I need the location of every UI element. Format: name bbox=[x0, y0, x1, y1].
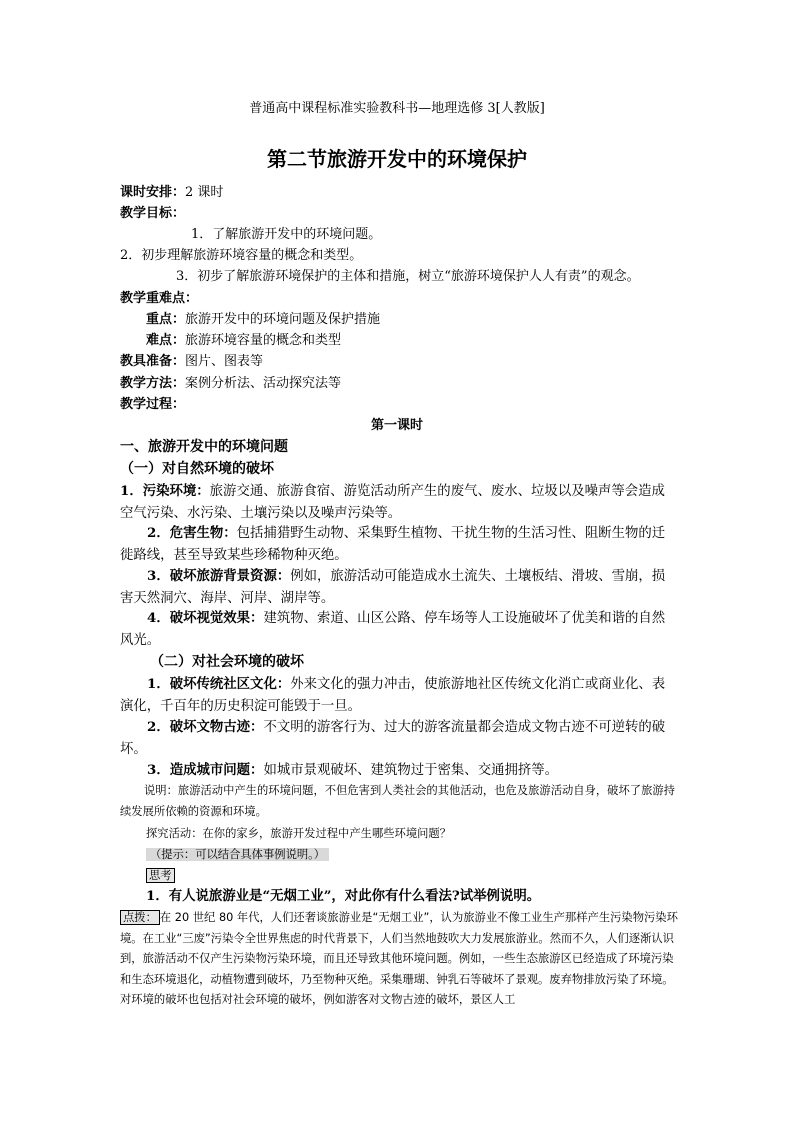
subsection-heading-1: （一）对自然环境的破坏 bbox=[120, 461, 274, 477]
methods-label: 教学方法： bbox=[120, 376, 186, 391]
key-label: 重点： bbox=[146, 312, 186, 327]
methods-value: 案例分析法、活动探究法等 bbox=[185, 376, 342, 391]
social-item-3 bbox=[120, 759, 678, 782]
difficult-label: 难点： bbox=[146, 333, 186, 348]
subsection-heading-2: （二）对社会环境的破坏 bbox=[150, 654, 304, 670]
goals-label: 教学目标： bbox=[120, 206, 186, 221]
tools-line bbox=[120, 352, 263, 372]
key-line bbox=[146, 310, 380, 330]
social-item-1-label: 1．破坏传统社区文化： bbox=[147, 676, 291, 692]
goal-1: 1．了解旅游开发中的环境问题。 bbox=[191, 227, 382, 242]
nature-item-4-text: 建筑物、索道、山区公路、停车场等人工设施破坏了优美和谐的自然风光。 bbox=[120, 611, 666, 648]
social-item-3-label: 3．造成城市问题： bbox=[147, 762, 264, 778]
nature-item-2 bbox=[120, 522, 678, 567]
social-item-2-label: 2．破坏文物古迹： bbox=[147, 719, 264, 735]
tip-text: 在 20 世纪 80 年代，人们还奢谈旅游业是“无烟工业”，认为旅游业不像工业生产那样产生污染物污染环境。在工业“三废”污染令全世界焦虑的时代背景下，人们当然地鼓吹大力发展旅游业。然而不久，人们逐渐认识到，旅游活动不仅产生污染物污染环境，而且还导致其他环境问题。例如，一些生态旅游区已经造成了环境污染和生态环境退化，动植物遭到破坏，乃至物种灭绝。采集珊瑚、钟乳石等破坏了景观。废弃物排放污染了环境。对环境的破坏也包括对社会环境的破坏，例如游客对文物古迹的破坏，景区人工 bbox=[120, 911, 678, 1006]
explore-activity: 探究活动：在你的家乡，旅游开发过程中产生哪些环境问题？ bbox=[146, 827, 452, 840]
nature-item-1-text: 旅游交通、旅游食宿、游览活动所产生的废气、废水、垃圾以及噪声等会造成空气污染、水污染、土壤污染以及噪声污染等。 bbox=[120, 484, 665, 521]
social-item-2-text: 不文明的游客行为、过大的游客流量都会造成文物古迹不可逆转的破坏。 bbox=[120, 720, 666, 757]
hint-highlight: （提示：可以结合具体事例说明。） bbox=[146, 848, 329, 861]
difficult-line bbox=[146, 331, 341, 351]
nature-item-4 bbox=[120, 607, 678, 652]
goal-2: 2．初步理解旅游环境容量的概念和类型。 bbox=[120, 248, 363, 263]
nature-item-2-text: 包括捕猎野生动物、采集野生植物、干扰生物的生活习性、阻断生物的迁徙路线，甚至导致某些珍稀物种灭绝。 bbox=[120, 526, 666, 563]
think-box bbox=[146, 866, 175, 887]
nature-item-3-text: 例如，旅游活动可能造成水土流失、土壤板结、滑坡、雪崩，损害天然洞穴、海岸、河岸、湖岸等。 bbox=[120, 569, 666, 606]
nature-item-1-label: 1．污染环境： bbox=[120, 483, 210, 499]
document-header: 普通高中课程标准实验教科书—地理选修 3[人教版] bbox=[249, 101, 545, 116]
tip-label: 点拨： bbox=[120, 910, 160, 925]
social-item-1 bbox=[120, 673, 678, 718]
page-title: 第二节旅游开发中的环境保护 bbox=[267, 147, 527, 171]
tools-label: 教具准备： bbox=[120, 354, 186, 369]
nature-item-3-label: 3．破坏旅游背景资源： bbox=[147, 568, 291, 584]
lesson-title: 第一课时 bbox=[370, 418, 423, 433]
nature-item-2-label: 2．危害生物： bbox=[147, 525, 237, 541]
think-label: 思考 bbox=[146, 868, 175, 883]
key-value: 旅游开发中的环境问题及保护措施 bbox=[185, 312, 381, 327]
section-heading-1: 一、旅游开发中的环境问题 bbox=[120, 439, 288, 455]
schedule-label: 课时安排： bbox=[120, 185, 186, 200]
nature-item-3 bbox=[120, 565, 678, 610]
nature-item-4-label: 4．破坏视觉效果： bbox=[147, 610, 264, 626]
methods-line bbox=[120, 374, 341, 394]
nature-item-1 bbox=[120, 480, 678, 525]
difficult-value: 旅游环境容量的概念和类型 bbox=[185, 333, 342, 348]
social-item-1-text: 外来文化的强力冲击，使旅游地社区传统文化消亡或商业化、表演化，千百年的历史积淀可能毁于一旦。 bbox=[120, 677, 666, 714]
hint-text bbox=[146, 845, 329, 866]
schedule-line bbox=[120, 183, 223, 203]
social-item-3-text: 如城市景观破坏、建筑物过于密集、交通拥挤等。 bbox=[263, 763, 559, 778]
process-label: 教学过程： bbox=[120, 397, 186, 412]
tools-value: 图片、图表等 bbox=[185, 354, 264, 369]
keypoints-label: 教学重难点： bbox=[120, 291, 199, 306]
goal-3: 3．初步了解旅游环境保护的主体和措施，树立“旅游环境保护人人有责”的观念。 bbox=[176, 269, 640, 284]
social-item-2 bbox=[120, 716, 678, 761]
schedule-value: 2 课时 bbox=[185, 185, 224, 200]
question-1: 1．有人说旅游业是“无烟工业”，对此你有什么看法?试举例说明。 bbox=[146, 888, 541, 904]
tip-paragraph bbox=[120, 908, 678, 1011]
note-paragraph: 说明：旅游活动中产生的环境问题，不但危害到人类社会的其他活动，也危及旅游活动自身，破坏了旅游持续发展所依赖的资源和环境。 bbox=[120, 784, 675, 818]
